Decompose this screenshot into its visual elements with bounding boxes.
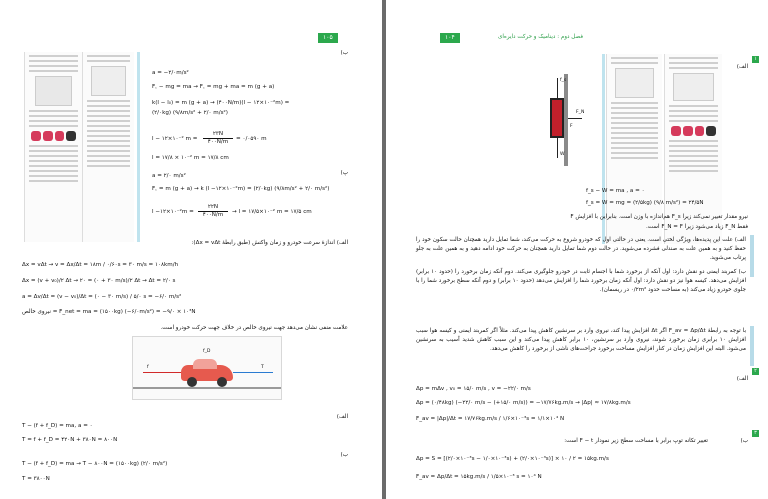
label-p: پ) [340,170,348,176]
arrow-f [143,372,181,373]
equation: a = ۲/۰ m/s² [152,173,186,179]
equation: → l = ۱۷/۵×۱۰⁻² m = ۱۷/۵ cm [232,209,312,215]
equation: F_av = Δp/Δt = ۱۵kg.m/s / ۱/۵×۱۰⁻³ s = ۱۰⁴ N [416,474,542,480]
equation: Δx = (v + v₀)/۲ Δt → ۲۰ = (۰ + ۳۰ m/s)/۲ Δt → Δt = ۲/۰ s [22,278,176,284]
label-t: T [261,365,264,370]
equation: T − (f + f_D) = ma → T − ۸۰۰N = (۱۵۰۰kg) (۲/۰ m/s²) [22,461,168,467]
wheel [187,377,197,387]
arrow-t [233,372,273,373]
fraction-numerator: ۲۳N [212,131,224,137]
label-weight: W [560,152,565,157]
label-b: ب) [340,50,348,56]
equation: f_s = W = mg = (۲/۵kg) (۹/۸ m/s²) = ۲۴/۵N [586,200,704,206]
arrow-normal [568,118,582,119]
paragraph: الف) علت این پدیده‌ها، ویژگی لختی است. یعنی در حالتی اول که خودرو شروع به حرکت می‌کند، شما تمایل دارید همچنان حالت سکون خود را حفظ کنید و به همین علت به صندلی فشرده می‌شوید. در حالت دوم شما تمایل دارید همچنان به حرکت خود ادامه دهید و به همین علت به جلو پرتاب می‌شوید. [416,237,746,261]
highlight-bar [750,235,754,277]
fraction-numerator: ۲۲N [207,204,219,210]
block [550,98,564,138]
question-text: الف) اندازهٔ سرعت خودرو و زمان واکنش (طبق رابطهٔ Δx = vΔt): [191,240,348,246]
equation: Δp = S = [(۲/۰×۱۰⁻³s − ۱/۰×۱۰⁻³s) + (۲/۰×۱۰⁻³s)] × ۱۰ / ۲ = ۱۵kg.m/s [416,456,609,462]
label-force: F [570,124,573,129]
label-a: الف) [736,376,748,382]
thumbnail-figure [91,66,126,96]
equation: T = ۳۸۰۰N [22,476,50,482]
label-a: الف) [736,64,748,70]
equation: a = Δv/Δt = (v − v₀)/Δt = (۰ − ۳۰ m/s) / ۵/۰ s = −۶/۰ m/s² [22,294,182,300]
label-b: ب) [340,452,348,458]
question-marker: ۲ [752,368,759,375]
page-number: ۱۰۵ [318,33,338,43]
equation: (۲/۰kg) (۹/۸m/s² + ۲/۰ m/s²) [152,110,228,116]
page-number: ۱۰۴ [440,33,460,43]
highlight-bar [137,52,140,242]
equation: l − ۱۲×۱۰⁻² m = [152,136,198,142]
right-page [386,0,768,499]
page-thumbnail [24,52,82,242]
equation: Δp = (۰/۴۸kg) (−۲۲/۰ m/s − (+۱۵/۰ m/s)) = −۱۷/۷۶kg.m/s → |Δp| ≈ ۱۷/۸kg.m/s [416,400,631,406]
equation: T = f + f_D = ۴۲۰N + ۳۸۰N = ۸۰۰N [22,437,118,443]
highlight-bar [750,326,754,366]
equation: F_av = |Δp|/Δt = ۱۷/۷۶kg.m/s / ۱/۶×۱۰⁻³s = ۱/۱×۱۰⁴ N [416,416,565,422]
equation: T − (f + f_D) = ma, a = ۰ [22,423,93,429]
block-wall-figure [504,70,594,170]
equation: k(l − l₀) = m (g + a) → (۴۰۰N/m)(l − ۱۲×۱۰⁻²m) = [152,100,290,106]
equation: = ۰/۰۵۹۰ m [236,136,267,142]
car-window [193,359,217,369]
thumbnail-figure [35,76,72,106]
wheel [217,377,227,387]
question-marker: ۱ [752,56,759,63]
paragraph: با توجه به رابطهٔ F_av = Δp/Δt اگر Δt افزایش پیدا کند، نیروی وارد بر سرنشین کاهش پیدا می‌کند. مثلاً اگر کمربند ایمنی و کیسه هوا سبب افزایش ۱۰ برابری زمان برخورد شوند، نیروی وارد بر سرنشین، ۱۰ برابر کاهش پیدا می‌کند و این سبب کاهش شدید آسیب به سرنشین می‌شود. البته این افزایش زمان در کنار افزایش مساحت برخورد جراحت‌های ناشی از برخورد را کاهش می‌دهد. [416,328,746,352]
label-f: f [147,365,149,370]
arrow-friction [557,78,558,98]
thumbnail-car-row [31,131,76,141]
equation: نیروی خالص = F_net = ma = (۱۵۰۰kg) (−۶/۰m/s²) = −۹/۰ × ۱۰³N [22,309,196,315]
left-page [0,0,382,499]
equation: F꜀ − mg = ma → F꜀ = mg + ma = m (g + a) [152,84,275,90]
car-figure [132,336,282,400]
equation: a = −۲/۰m/s² [152,70,189,76]
equation: l = ۱۷/۸ × ۱۰⁻² m = ۱۷/۸ cm [152,155,229,161]
text-line: نیرو مقدار تغییر نمی‌کند زیرا F_s هم‌اندازه با وزن است. بنابراین با افزایش F [570,214,748,220]
chapter-title: فصل دوم : دینامیک و حرکت دایره‌ای [498,34,584,40]
text-line: فقط F_N زیاد می‌شود زیرا F_N = F است. [646,224,748,230]
label-friction: f_s [560,78,567,83]
label-b: ب) [740,438,748,444]
fraction-denominator: ۴۰۰N/m [202,212,224,218]
thumbnail-figure [615,68,654,98]
label-a: الف) [336,414,348,420]
label-normal: F_N [576,110,585,115]
equation: f_s − W = ma , a = ۰ [586,188,645,194]
equation: l −۱۲×۱۰⁻²m = [152,209,194,215]
road-line [133,387,281,389]
note-text: علامت منفی نشان می‌دهد جهت نیروی خالص در خلاف جهت حرکت خودرو است. [160,325,348,331]
arrow-weight [557,138,558,158]
page-thumbnail [82,52,134,242]
equation: Δp = mΔv , v₀ = ۱۵/۰ m/s , v = −۲۲/۰ m/s [416,386,531,392]
thumbnail-car-row [671,126,716,136]
text-line: تغییر تکانه توپ برابر با مساحت سطح زیر نمودار F − t است: [564,438,708,444]
equation: F꜀ = m (g + a) → k (l −۱۲×۱۰⁻²m) = (۲/۰kg) (۹/۸m/s² + ۲/۰ m/s²) [152,186,330,192]
fraction-denominator: ۴۰۰N/m [207,139,229,145]
thumbnail-figure [673,73,714,101]
equation: Δx = vΔt → v = Δx/Δt = ۱۸m / ۰/۶۰s = ۳۰ m/s = ۱۰۸km/h [22,262,179,268]
question-marker: ۳ [752,430,759,437]
label-fd: f_D [203,349,211,354]
paragraph: ب) کمربند ایمنی دو نقش دارد: اول آنکه از برخورد شما با اجسام ثابت در خودرو جلوگیری می‌کند. دوم آنکه زمان برخورد را (حدود ۱۰ برابر) افزایش می‌دهد. کیسه هوا نیز دو نقش دارد: اول آنکه زمان برخورد شما را افزایش می‌دهد (حدود ۱۰ برابر) و دوم آنکه سطح برخورد شما را با جلوی خودرو زیاد می‌کند (به مساحت حدود ۰/۲m² در ریسمان). [416,269,747,293]
